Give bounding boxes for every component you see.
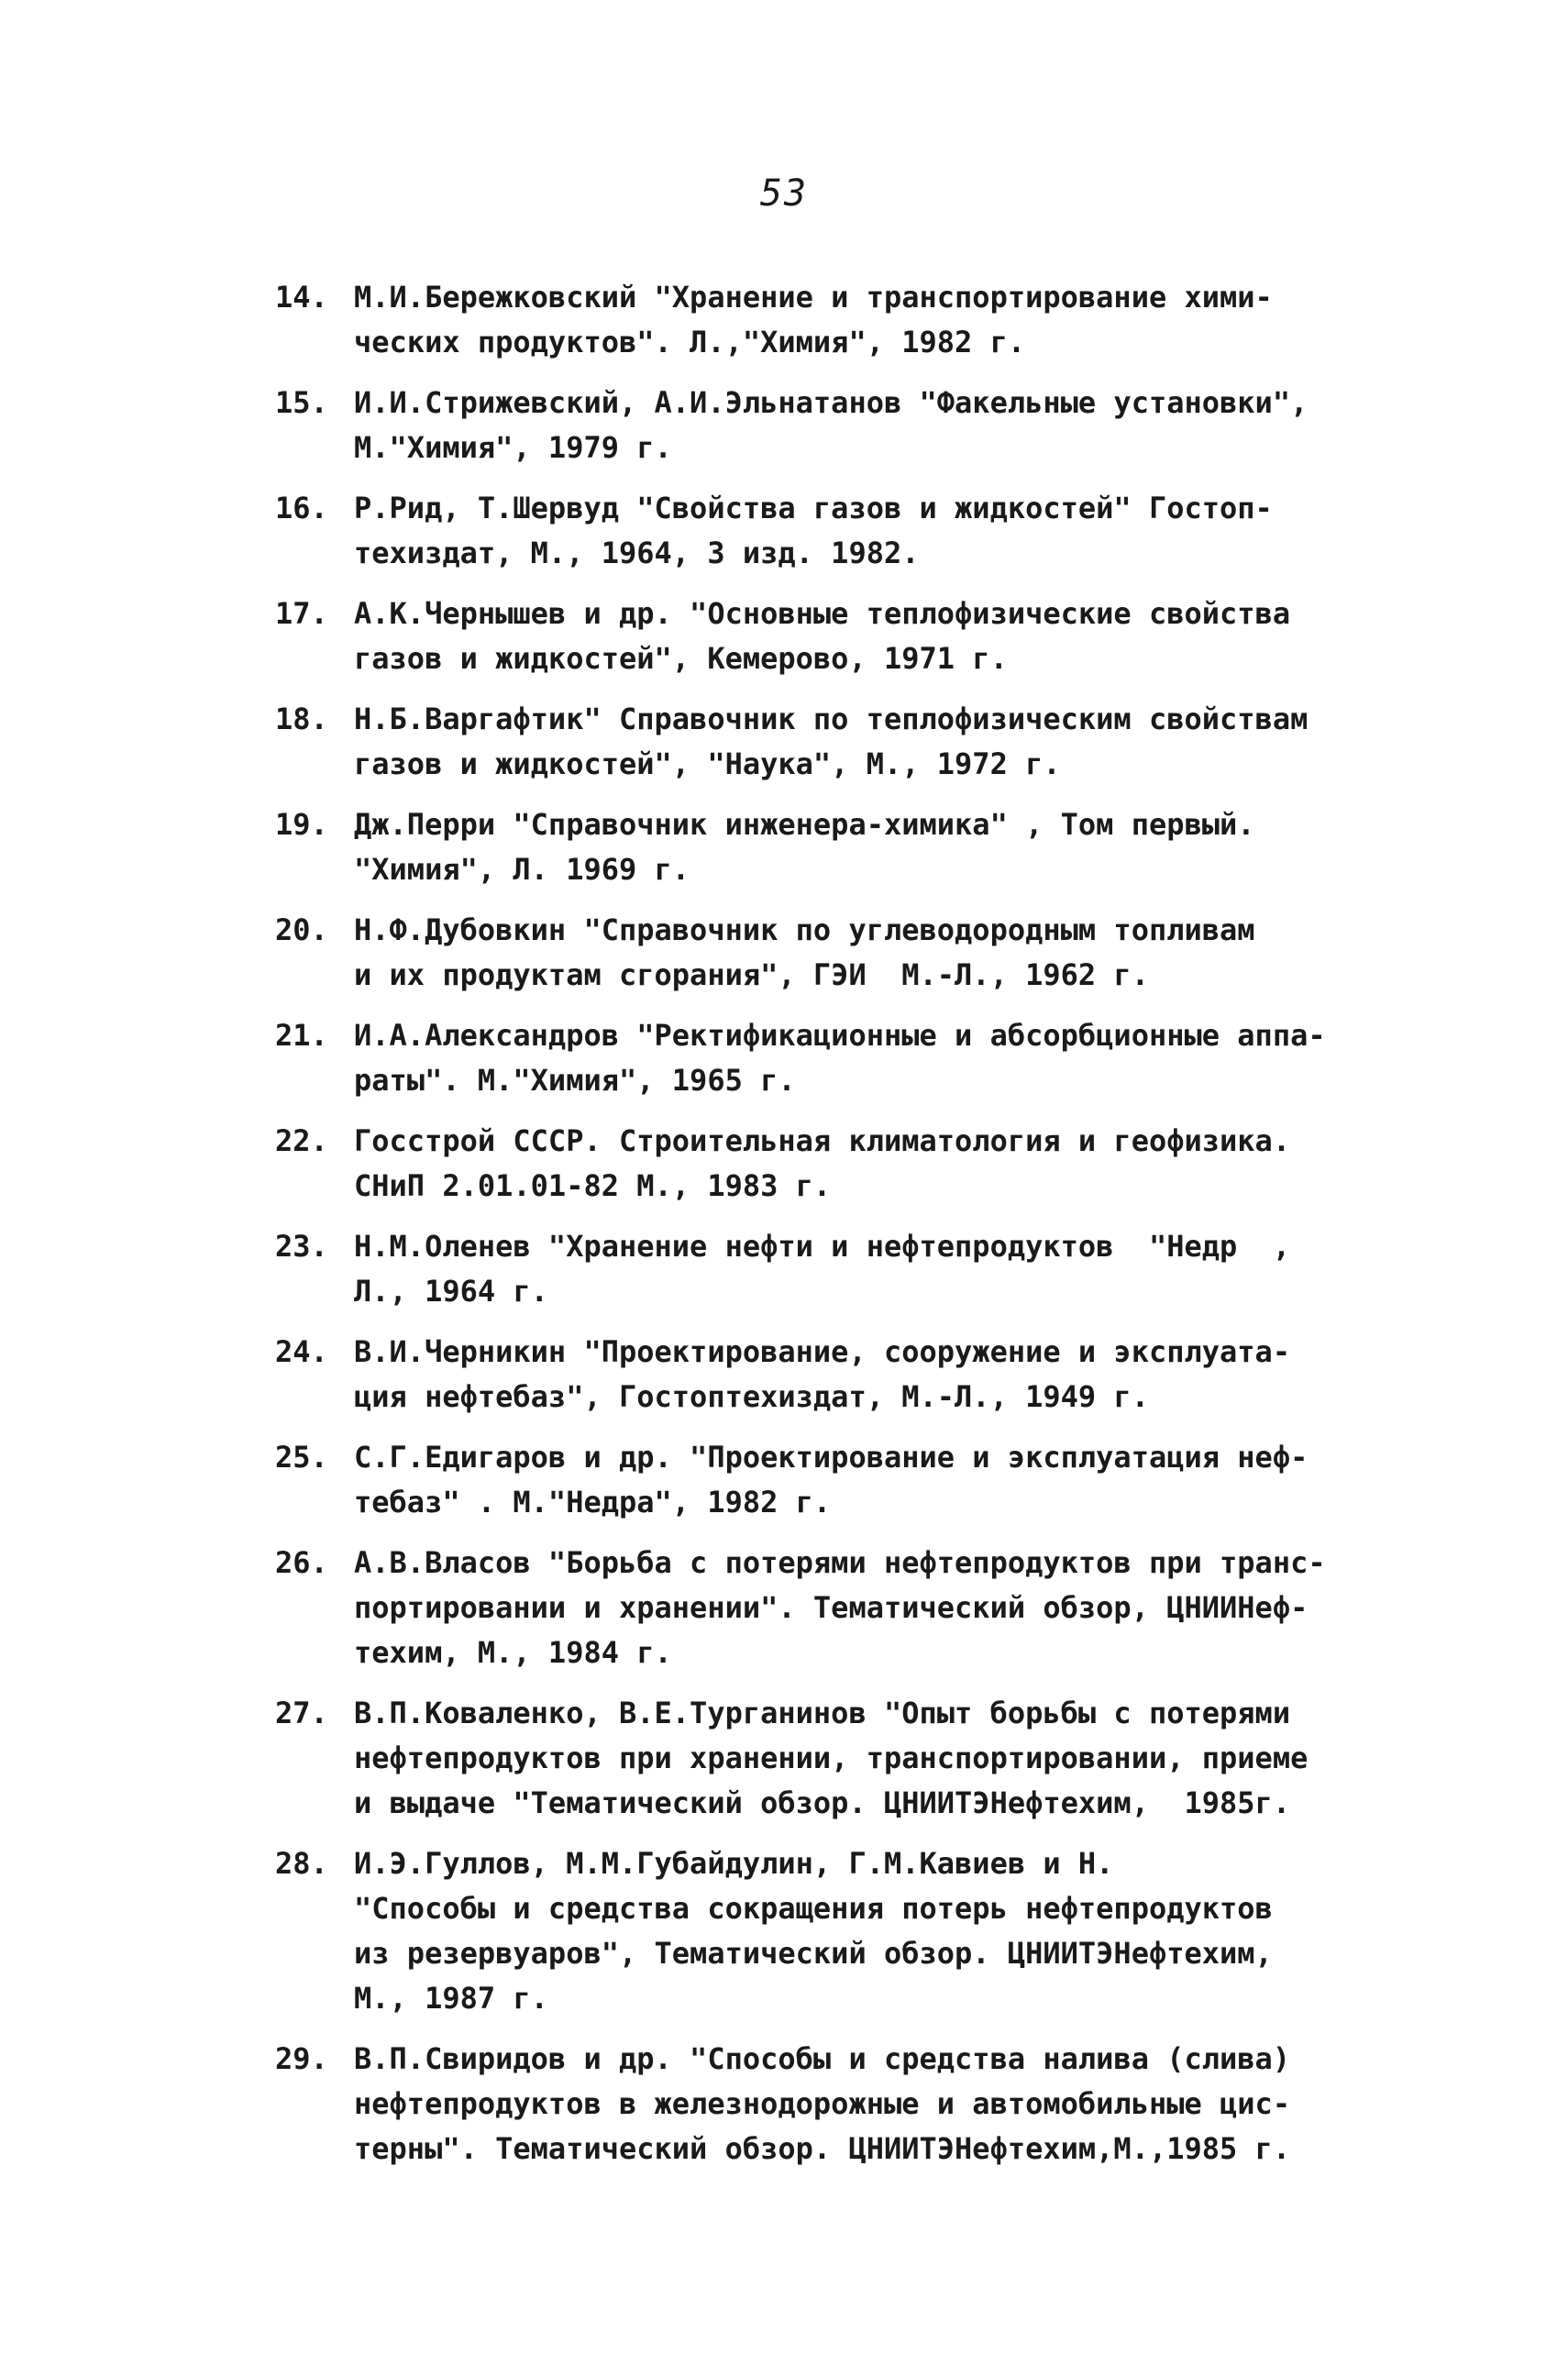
reference-number: 26. [275, 1545, 328, 1580]
reference-text [354, 908, 1467, 998]
reference-item [275, 486, 1467, 576]
reference-text [354, 486, 1467, 576]
reference-number: 22. [275, 1123, 328, 1158]
reference-line: техим, М., 1984 г. [354, 1635, 672, 1670]
reference-line: и их продуктам сгорания", ГЭИ М.-Л., 1962 г. [354, 957, 1149, 992]
reference-text [354, 1435, 1467, 1525]
reference-number: 21. [275, 1018, 328, 1053]
reference-line: ческих продуктов". Л.,"Химия", 1982 г. [354, 325, 1026, 359]
reference-line: Л., 1964 г. [354, 1274, 548, 1309]
reference-number: 29. [275, 2041, 328, 2076]
reference-line: Н.Б.Варгафтик" Справочник по теплофизическим свойствам [354, 702, 1309, 736]
reference-line: А.К.Чернышев и др. "Основные теплофизические свойства [354, 596, 1291, 631]
reference-item [275, 908, 1467, 998]
reference-line: и выдаче "Тематический обзор. ЦНИИТЭНефтехим, 1985г. [354, 1785, 1291, 1820]
reference-line: Р.Рид, Т.Шервуд "Свойства газов и жидкостей" Гостоп- [354, 491, 1273, 525]
reference-line: Н.Ф.Дубовкин "Справочник по углеводородным топливам [354, 912, 1255, 947]
reference-text [354, 275, 1467, 365]
reference-line: нефтепродуктов при хранении, транспортировании, приеме [354, 1741, 1309, 1775]
reference-line: Н.М.Оленев "Хранение нефти и нефтепродуктов "Недр , [354, 1229, 1291, 1264]
reference-line: А.В.Власов "Борьба с потерями нефтепродуктов при транс- [354, 1545, 1326, 1580]
reference-line: "Способы и средства сокращения потерь нефтепродуктов [354, 1891, 1273, 1926]
reference-item [275, 591, 1467, 681]
reference-text [354, 1119, 1467, 1209]
reference-line: ция нефтебаз", Гостоптехиздат, М.-Л., 1949 г. [354, 1379, 1149, 1414]
reference-line: М."Химия", 1979 г. [354, 430, 672, 465]
reference-line: из резервуаров", Тематический обзор. ЦНИИТЭНефтехим, [354, 1936, 1273, 1971]
reference-item [275, 1691, 1467, 1826]
reference-number: 28. [275, 1846, 328, 1881]
reference-line: СНиП 2.01.01-82 М., 1983 г. [354, 1168, 832, 1203]
reference-line: Госстрой СССР. Строительная климатология и геофизика. [354, 1123, 1291, 1158]
reference-number: 23. [275, 1229, 328, 1264]
reference-line: В.П.Свиридов и др. "Способы и средства налива (слива) [354, 2041, 1291, 2076]
reference-number: 25. [275, 1440, 328, 1475]
reference-number: 18. [275, 702, 328, 736]
reference-text [354, 2037, 1467, 2172]
reference-number: 20. [275, 912, 328, 947]
reference-number: 27. [275, 1696, 328, 1730]
reference-line: терны". Тематический обзор. ЦНИИТЭНефтехим,М.,1985 г. [354, 2131, 1291, 2166]
reference-item [275, 381, 1467, 470]
reference-number: 15. [275, 385, 328, 420]
reference-number: 14. [275, 280, 328, 315]
reference-line: техиздат, М., 1964, 3 изд. 1982. [354, 536, 920, 570]
reference-text [354, 381, 1467, 470]
page-number: 53 [759, 172, 809, 215]
reference-item [275, 802, 1467, 892]
reference-line: газов и жидкостей", "Наука", М., 1972 г. [354, 746, 1061, 781]
reference-item [275, 1541, 1467, 1675]
reference-item [275, 1330, 1467, 1420]
reference-text [354, 1330, 1467, 1420]
reference-number: 16. [275, 491, 328, 525]
reference-text [354, 1841, 1467, 2021]
reference-line: М., 1987 г. [354, 1981, 548, 2016]
reference-item [275, 1841, 1467, 2021]
reference-line: "Химия", Л. 1969 г. [354, 852, 690, 887]
reference-item [275, 1224, 1467, 1314]
reference-line: нефтепродуктов в железнодорожные и автомобильные цис- [354, 2086, 1291, 2121]
reference-item [275, 697, 1467, 787]
reference-line: тебаз" . М."Недра", 1982 г. [354, 1485, 832, 1520]
reference-item [275, 1435, 1467, 1525]
reference-item [275, 1013, 1467, 1103]
reference-line: И.И.Стрижевский, А.И.Эльнатанов "Факельные установки", [354, 385, 1309, 420]
reference-line: И.Э.Гуллов, М.М.Губайдулин, Г.М.Кавиев и Н. [354, 1846, 1114, 1881]
reference-item [275, 275, 1467, 365]
reference-line: портировании и хранении". Тематический обзор, ЦНИИНеф- [354, 1590, 1309, 1625]
reference-item [275, 2037, 1467, 2172]
reference-text [354, 1224, 1467, 1314]
reference-line: В.П.Коваленко, В.Е.Турганинов "Опыт борьбы с потерями [354, 1696, 1291, 1730]
reference-number: 19. [275, 807, 328, 842]
reference-line: раты". М."Химия", 1965 г. [354, 1063, 796, 1098]
reference-text [354, 591, 1467, 681]
reference-line: В.И.Черникин "Проектирование, сооружение и эксплуата- [354, 1334, 1291, 1369]
reference-text [354, 697, 1467, 787]
reference-number: 17. [275, 596, 328, 631]
reference-line: И.А.Александров "Ректификационные и абсорбционные аппа- [354, 1018, 1326, 1053]
reference-text [354, 1013, 1467, 1103]
reference-line: М.И.Бережковский "Хранение и транспортирование хими- [354, 280, 1273, 315]
reference-line: С.Г.Едигаров и др. "Проектирование и эксплуатация неф- [354, 1440, 1309, 1475]
reference-list [275, 275, 1467, 2187]
reference-item [275, 1119, 1467, 1209]
reference-text [354, 1691, 1467, 1826]
reference-text [354, 1541, 1467, 1675]
reference-text [354, 802, 1467, 892]
reference-number: 24. [275, 1334, 328, 1369]
reference-line: Дж.Перри "Справочник инженера-химика" , Том первый. [354, 807, 1255, 842]
reference-line: газов и жидкостей", Кемерово, 1971 г. [354, 641, 1008, 676]
